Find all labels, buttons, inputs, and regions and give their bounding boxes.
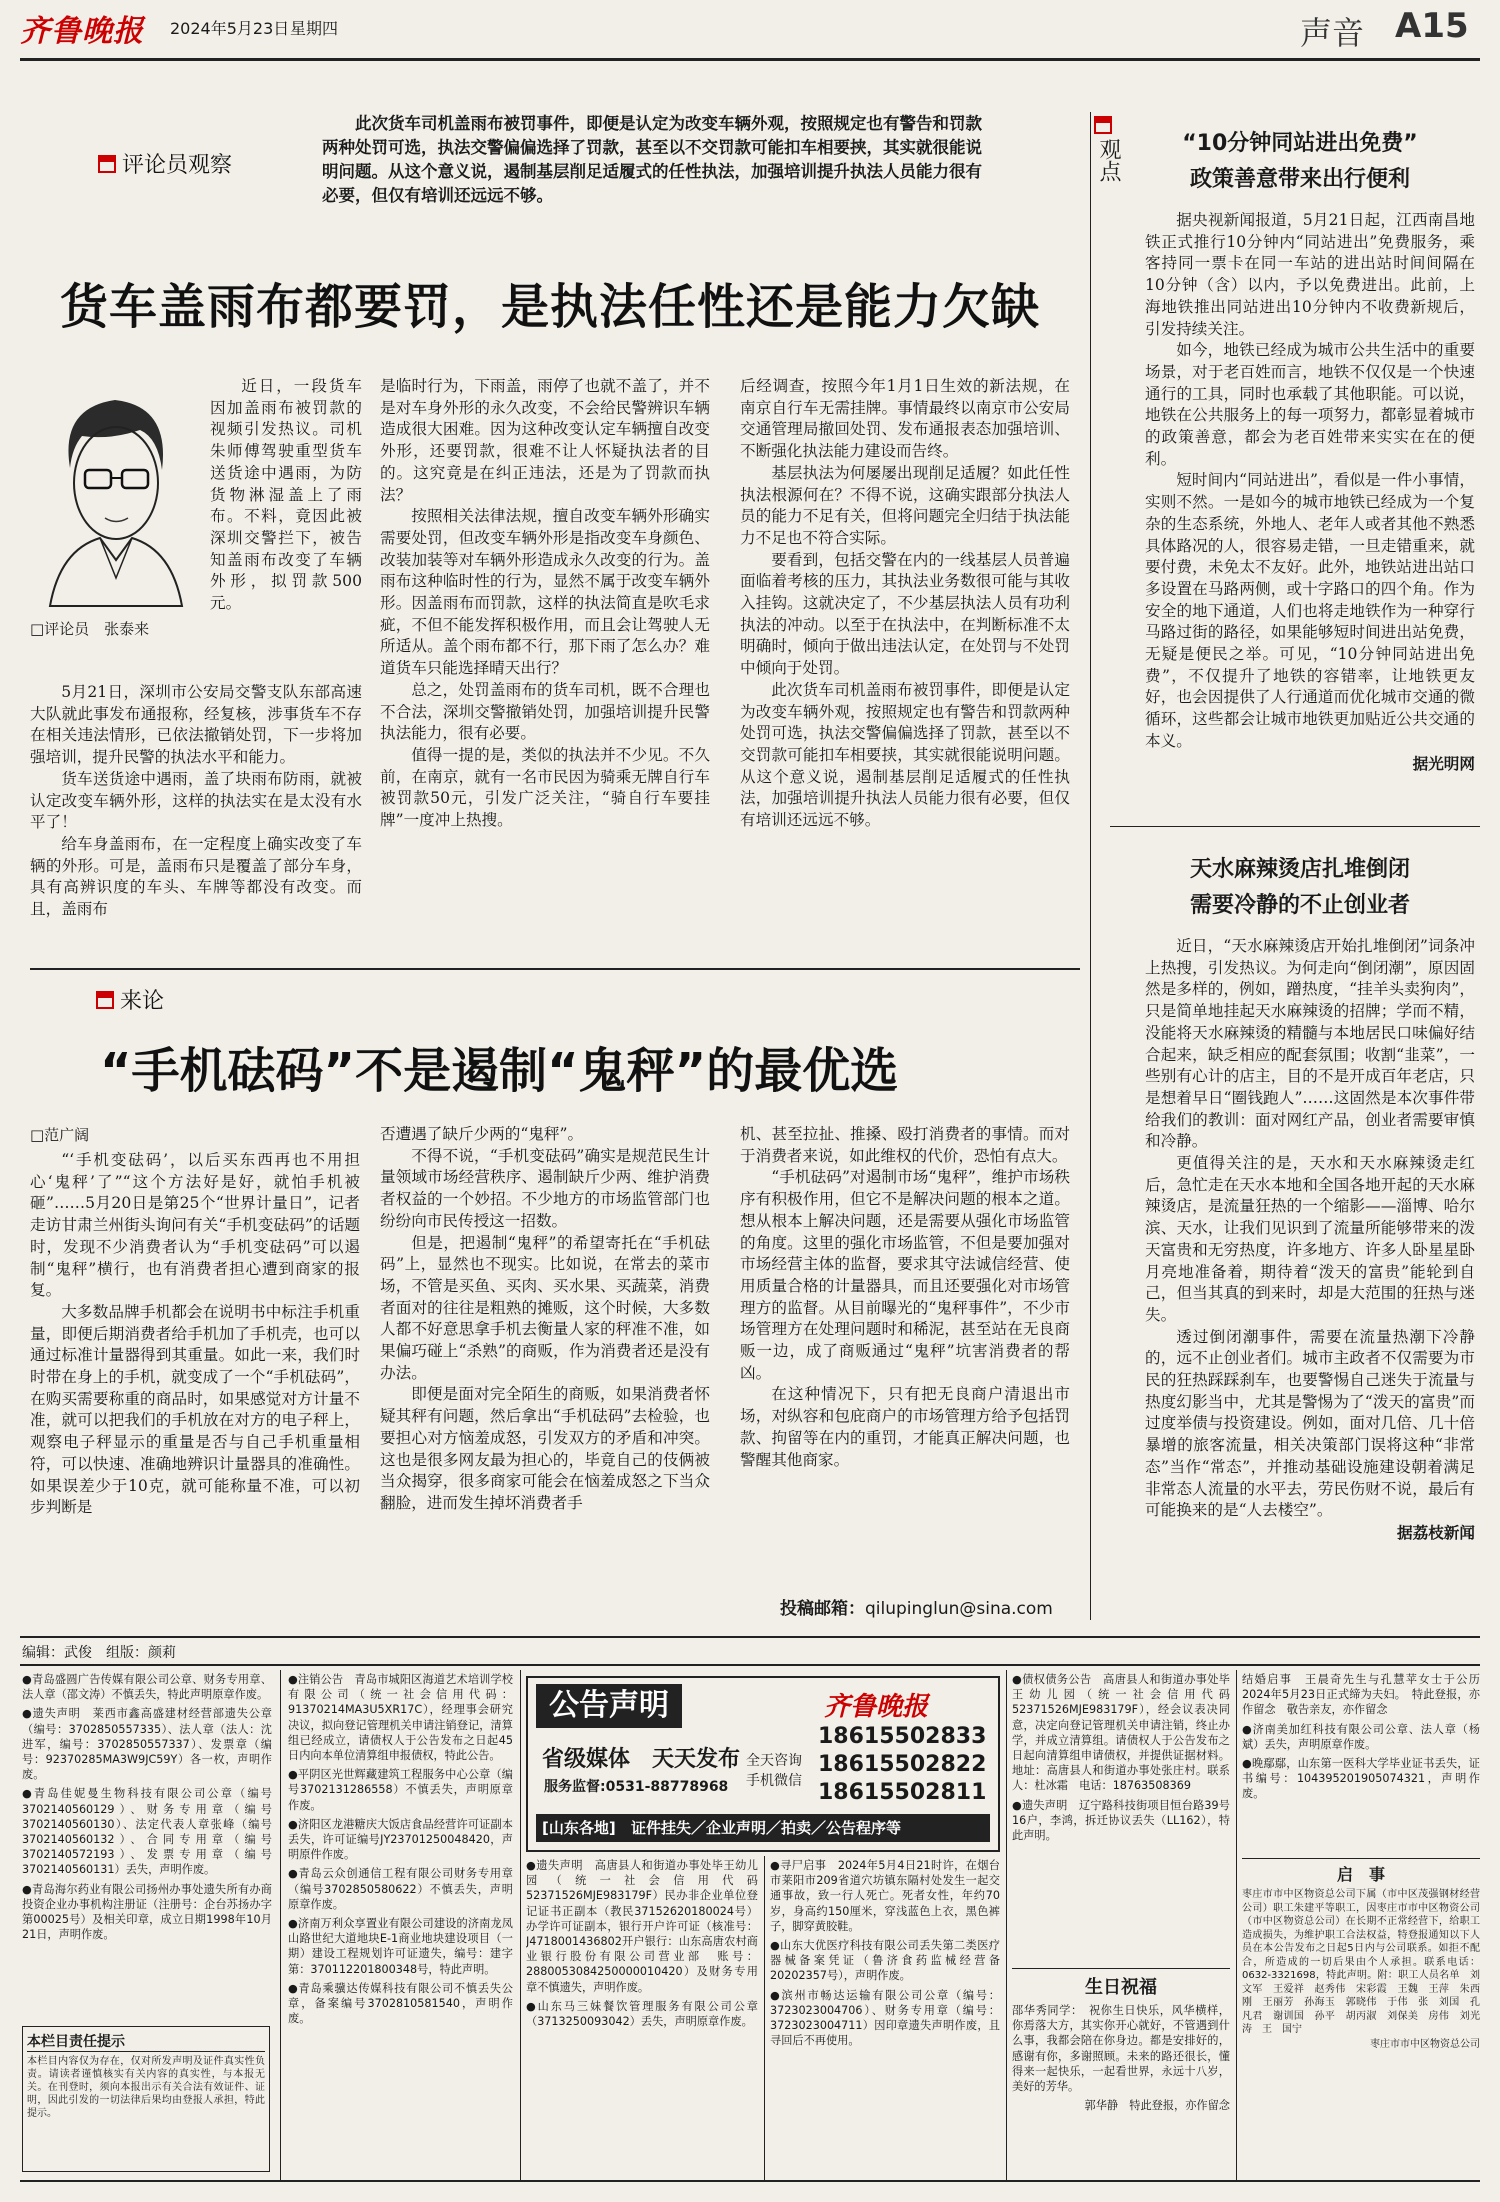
author-portrait <box>30 378 200 608</box>
editors-line: 编辑：武俊 组版：颜莉 <box>22 1645 176 1661</box>
paragraph: 近日，一段货车因加盖雨布被罚款的视频引发热议。司机朱师傅驾驶重型货车送货途中遇雨，为防货物淋湿盖上了雨布。不料，竟因此被深圳交警拦下，被告知盖雨布改变了车辆外形，拟罚款500元。 <box>210 377 362 613</box>
page-number: A15 <box>1395 6 1469 46</box>
masthead <box>0 0 1500 58</box>
paragraph: 据央视新闻报道，5月21日起，江西南昌地铁正式推行10分钟内“同站进出”免费服务，乘客持同一票卡在同一车站的进出站时间间隔在10分钟（含）以内，予以免费进出。此前，上海地铁推出同站进出10分钟内不收费新规后，引发持续关注。 <box>1145 211 1475 338</box>
paragraph: 货车送货途中遇雨，盖了块雨布防雨，就被认定改变车辆外形，这样的执法实在是太没有水平了！ <box>30 769 362 832</box>
column-divider <box>1090 112 1091 1620</box>
sidebar-piece2-body <box>1145 936 1475 1626</box>
newspaper-logo: 齐鲁晚报 <box>20 14 144 49</box>
announcement-logo: 齐鲁晚报 <box>824 1692 929 1722</box>
phone-number[interactable]: 18615502822 <box>818 1752 987 1777</box>
article1-tag <box>98 148 232 179</box>
tag-marker-icon <box>98 155 116 173</box>
paragraph: 透过倒闭潮事件，需要在流量热潮下冷静的，远不止创业者们。城市主政者不仅需要为市民的狂热踩踩刹车，也要警惕自己迷失于流量与热度幻影当中，尤其是警惕为了“泼天的富贵”而过度举债与投资建设。例如，面对几倍、几十倍暴增的旅客流量，相关决策部门误将这种“非常态”当作“常态”，并推动基础设施建设朝着满足非常态人流量的水平去，劳民伤财不说，最后有可能换来的是“人去楼空”。 <box>1145 1327 1475 1520</box>
ad-divider <box>1236 1670 1237 2180</box>
wechat-label: 手机微信 <box>746 1773 802 1789</box>
ad-divider <box>764 1856 765 2180</box>
consult-label: 全天咨询 <box>746 1753 802 1769</box>
source-sign: 据荔枝新闻 <box>1397 1522 1475 1542</box>
tag-marker-icon <box>96 991 114 1009</box>
announcement-title: 公告声明 <box>536 1684 682 1728</box>
ad-item: ●晚鄢鄢，山东第一医科大学毕业证书丢失，证书编号：104395201905074321，声明作废。 <box>1242 1757 1480 1801</box>
issue-date: 2024年5月23日 <box>170 19 290 38</box>
article2-col2 <box>380 1124 710 1515</box>
ad-item: ●遗失声明 辽宁路科技街项目恒台路39号16户，李鸿，拆迁协议丢失（LL162），特此声明。 <box>1012 1798 1230 1843</box>
sidebar-tag <box>1094 116 1122 182</box>
sidebar-piece1-title <box>1125 126 1475 198</box>
paragraph: 要看到，包括交警在内的一线基层人员普遍面临着考核的压力，其执法业务数很可能与其收入挂钩。这就决定了，不少基层执法人员有功利执法的冲动。以至于在执法中，在判断标准不太明确时，倾向于做出违法认定，在处罚与不处罚中倾向于处罚。 <box>740 550 1070 678</box>
paragraph: 是临时行为，下雨盖，雨停了也就不盖了，并不是对车身外形的永久改变，不会给民警辨识车辆造成很大困难。因为这种改变认定车辆擅自改变外形，还要罚款，很难不让人怀疑执法者的目的。这究竟是在纠正违法，还是为了罚款而执法？ <box>380 377 710 504</box>
ad-item: ●遗失声明 莱西市鑫高盛建材经营部遗失公章（编号：3702850557335）、法人章（法人：沈进军，编号：3702850557337）、发票章（编号：92370285MA3W9JC59Y）各一枚，声明作废。 <box>22 1707 272 1782</box>
bottom-rule <box>20 1636 1480 1638</box>
paragraph: 后经调查，按照今年1月1日生效的新法规，在南京自行车无需挂牌。事情最终以南京市公安局交通管理局撤回处罚、发布通报表态加强培训、不断强化执法能力建设而告终。 <box>740 377 1070 461</box>
paragraph: 基层执法为何屡屡出现削足适履？如此任性执法根源何在？不得不说，这确实跟部分执法人员的能力不足有关，但将问题完全归结于执法能力不足也不符合实际。 <box>740 463 1070 547</box>
ad-item: ●遗失声明 高唐县人和街道办事处毕王幼儿园（统一社会信用代码52371526MJE983179F）民办非企业单位登记证书正副本（教民37152620180024号）办学许可证副本，银行开户许可证（核准号：J4718001436802开户银行：山东高唐农村商业银行股份有限公司营业部 账号：2880053084250000010420）及财务专用章不慎遗失，声明作废。 <box>526 1859 758 1994</box>
announcement-slogan: 省级媒体 天天发布 <box>542 1747 741 1772</box>
bar-left-label: [山东各地] <box>542 1819 616 1837</box>
ad-item: ●山东马三妹餐饮管理服务有限公司公章（3713250093042）丢失，声明原章作废。 <box>526 1999 758 2029</box>
article1-col2 <box>380 376 710 832</box>
tag-marker-icon <box>1094 116 1112 134</box>
ad-item: ●债权债务公告 高唐县人和街道办事处毕王幼儿园（统一社会信用代码52371526MJE983179F），经会议表决同意，决定向登记管理机关申请注销，终止办学，并成立清算组。请债权人于公告发布之日起向清算组申请债权，并提供证据材料。地址：高唐县人和街道办事处张庄村。联系人：杜冰霜 电话：18763508369 <box>1012 1673 1230 1793</box>
masthead-rule <box>20 58 1480 61</box>
ad-item: ●寻尸启事 2024年5月4日21时许，在烟台市莱阳市209省道穴坊镇东隔村处发生一起交通事故，致一行人死亡。死者女性，年约70岁，身高约150厘米，穿浅蓝色上衣，黑色裤子，脚穿黄胶鞋。 <box>770 1859 1000 1933</box>
paragraph: 否遭遇了缺斤少两的“鬼秤”。 <box>380 1125 584 1143</box>
ads-col1 <box>22 1672 272 2022</box>
ad-divider <box>1006 1670 1007 2180</box>
ad-item: ●青岛云众创通信工程有限公司财务专用章（编号3702850580622）不慎丢失，声明原章作废。 <box>288 1867 513 1911</box>
email-address[interactable]: qilupinglun@sina.com <box>865 1599 1053 1619</box>
qishi-sign: 枣庄市市中区物资总公司 <box>1370 2038 1480 2050</box>
sidebar-tag-label: 观点 <box>1096 138 1121 182</box>
birthday-text: 邵华秀同学： 祝你生日快乐，风华横样，你焉落大方，其实你开心就好，不管遇到什么事，我都会陪在你身边。都是安排好的，感谢有你，多谢照顾。未来的路还很长，懂得来一起快乐，一起看世界，永远十八岁，美好的芳华。 <box>1012 2004 1230 2094</box>
ad-item: ●青岛海尔药业有限公司扬州办事处遗失所有办商投资企业办事机构注册证（注册号：企台苏扬办字第00025号）及相关印章，成立日期1998年10月21日，声明作废。 <box>22 1882 272 1942</box>
ad-item: ●济南万利众享置业有限公司建设的济南龙凤山路世纪大道地块E-1商业地块建设项目（一期）建设工程规划许可证遗失，编号：建字第：370112201800348号，特此声明。 <box>288 1917 513 1976</box>
phone-number[interactable]: 18615502811 <box>818 1780 987 1805</box>
article2-title: “手机砝码”不是遏制“鬼秤”的最优选 <box>100 1043 899 1099</box>
announcement-supervision: 服务监督:0531-88778968 <box>544 1779 729 1795</box>
sidebar-piece2-title <box>1125 852 1475 924</box>
announcement-box <box>526 1676 1000 1852</box>
ad-item: ●平阴区光世辉藏建筑工程服务中心公章（编号3702131286558）不慎丢失，声明原章作废。 <box>288 1768 513 1812</box>
article2-tag <box>96 984 164 1015</box>
ad-item: ●山东大优医疗科技有限公司丢失第二类医疗器械备案凭证（鲁济食药监械经营备20202357号），声明作废。 <box>770 1939 1000 1983</box>
article1-title: 货车盖雨布都要罚，是执法任性还是能力欠缺 <box>60 279 1041 335</box>
email-label: 投稿邮箱： <box>780 1599 865 1619</box>
paragraph: 按照相关法律法规，擅自改变车辆外形确实需要处罚，但改变车辆外形是指改变车身颜色、改装加装等对车辆外形造成永久改变的行为。盖雨布这种临时性的行为，显然不属于改变车辆外形。因盖雨布而罚款，这样的执法简直是吹毛求疵，不但不能发挥积极作用，而且会让驾驶人无所适从。盖个雨布都不行，那下雨了怎么办？难道货车只能选择晴天出行？ <box>380 507 710 678</box>
qishi-box <box>1242 1858 1480 2179</box>
submission-email <box>780 1594 1053 1619</box>
source-sign: 据光明网 <box>1412 753 1475 773</box>
paragraph: 但是，把遏制“鬼秤”的希望寄托在“手机砝码”上，显然也不现实。比如说，在常去的菜市场，不管是买鱼、买肉、买水果、买蔬菜，消费者面对的往往是粗熟的摊贩，这个时候，大多数人都不好意思拿手机去衡量人家的秤准不准，如果偏巧碰上“杀熟”的商贩，作为消费者还是没有办法。 <box>380 1233 710 1382</box>
ads-notice-box <box>22 2026 270 2172</box>
article1-col1 <box>30 682 362 921</box>
paragraph: 大多数品牌手机都会在说明书中标注手机重量，即便后期消费者给手机加了手机壳，也可以通过标准计量器得到其重量。如此一来，我们时时带在身上的手机，就变成了一个“手机砝码”，在购买需要称重的商品时，如果感觉对方计量不准，就可以把我们的手机放在对方的电子秤上，观察电子秤显示的重量是否与自己手机重量相符，可以快速、准确地辨识计量器具的准确性。如果误差少于10克，就可能称量不准，可以初步判断是 <box>30 1302 360 1517</box>
paragraph: 近日，“天水麻辣烫店开始扎堆倒闭”词条冲上热搜，引发热议。为何走向“倒闭潮”，原因固然是多样的，例如，蹭热度，“挂羊头卖狗肉”，只是简单地挂起天水麻辣烫的招牌；学而不精，没能将天水麻辣烫的精髓与本地居民口味偏好结合起来，缺乏相应的配套氛围；收割“韭菜”，一些别有心计的店主，目的不是开成百年老店，只是想着早日“圈钱跑人”……这固然是本次事件带给我们的教训：面对网红产品，创业者需要审慎和冷静。 <box>1145 937 1475 1151</box>
issue-weekday: 星期四 <box>290 19 339 38</box>
ad-item: ●济阳区龙港糖庆大饭店食品经营许可证副本丢失，许可证编号JY23701250048420，声明原件作废。 <box>288 1817 513 1862</box>
article2-byline: □范广阔 <box>30 1126 90 1144</box>
ad-item: ●济南美加红科技有限公司公章、法人章（杨斌）丢失，声明原章作废。 <box>1242 1722 1480 1751</box>
paragraph: 总之，处罚盖雨布的货车司机，既不合理也不合法，深圳交警撤销处罚，加强培训提升民警执法能力，很有必要。 <box>380 680 710 743</box>
article1-col3 <box>740 376 1070 832</box>
paragraph: 在这种情况下，只有把无良商户清退出市场，对纵容和包庇商户的市场管理方给予包括罚款、拘留等在内的重罚，才能真正解决问题，也警醒其他商家。 <box>740 1385 1070 1469</box>
paragraph: “手机砝码”对遏制市场“鬼秤”，维护市场秩序有积极作用，但它不是解决问题的根本之道。想从根本上解决问题，还是需要从强化市场监管的角度。这里的强化市场监管，不但是要加强对市场经营主体的监督，要求其守法诚信经营、使用质量合格的计量器具，而且还要强化对市场管理方的监督。从目前曝光的“鬼秤事件”，不少市场管理方在处理问题时和稀泥，甚至站在无良商贩一边，成了商贩通过“鬼秤”坑害消费者的帮凶。 <box>740 1168 1070 1382</box>
paragraph: 值得一提的是，类似的执法并不少见。不久前，在南京，就有一名市民因为骑乘无牌自行车被罚款50元，引发广泛关注，“骑自行车要挂牌”一度冲上热搜。 <box>380 745 710 830</box>
ads-col5 <box>1012 1672 1230 1962</box>
paragraph: 机、甚至拉扯、推搡、殴打消费者的事情。而对于消费者来说，如此维权的代价，恐怕有点大。 <box>740 1125 1070 1165</box>
announcement-bar <box>536 1814 990 1842</box>
notice-text: 本栏目内容仅为存在，仅对所发声明及证件真实性负责。请读者谨慎核实有关内容的真实性，与本报无关。在刊登时，须向本报出示有关合法有效证件、证明，因此引发的一切法律后果均由登报人承担，特此提示。 <box>27 2056 265 2119</box>
paragraph: “‘手机变砝码’，以后买东西再也不用担心‘鬼秤’了”“这个方法好是好，就怕手机被砸”……5月20日是第25个“世界计量日”，记者走访甘肃兰州街头询问有关“手机变砝码”的话题时，发现不少消费者认为“手机变砝码”可以遏制“鬼秤”横行，也有消费者担心遭到商家的报复。 <box>30 1151 360 1300</box>
ads-col3 <box>526 1858 758 2178</box>
article1-byline: □评论员 张泰来 <box>30 620 150 638</box>
ad-item: ●青岛乘骥达传媒科技有限公司不慎丢失公章，备案编号3702810581540，声明作废。 <box>288 1981 513 2026</box>
ads-top-rule <box>20 1664 1480 1666</box>
paragraph: 此次货车司机盖雨布被罚事件，即便是认定为改变车辆外观，按照规定也有警告和罚款两种处罚可选，执法交警偏偏选择了罚款，甚至以不交罚款可能扣车相要挟，其实就很能说明问题。从这个意义说，遏制基层削足适履式的任性执法，加强培训提升执法人员能力很有必要，但仅有培训还远远不够。 <box>740 680 1070 830</box>
ads-col4 <box>770 1858 1000 2178</box>
title-line: “10分钟同站进出免费” <box>1182 131 1418 156</box>
ads-col6 <box>1242 1672 1480 1852</box>
title-line: 政策善意带来出行便利 <box>1189 167 1410 192</box>
phone-number[interactable]: 18615502833 <box>818 1724 987 1749</box>
birthday-sign: 郭华静 特此登报，亦作留念 <box>1084 2099 1230 2113</box>
title-line: 天水麻辣烫店扎堆倒闭 <box>1189 857 1410 882</box>
notice-title: 本栏目责任提示 <box>27 2031 265 2052</box>
paragraph: 即便是面对完全陌生的商贩，如果消费者怀疑其秤有问题，然后拿出“手机砝码”去检验，也要担心对方恼羞成怒，引发双方的矛盾和冲突。这也是很多网友最为担心的，毕竟自己的伎俩被当众揭穿，很多商家可能会在恼羞成怒之下当众翻脸，进而发生掉坏消费者手 <box>380 1385 710 1512</box>
qishi-title: 启 事 <box>1336 1865 1385 1884</box>
article2-col1 <box>30 1150 360 1519</box>
paragraph: 不得不说，“手机变砝码”确实是规范民生计量领域市场经营秩序、遏制缺斤少两、维护消费者权益的一个妙招。不少地方的市场监管部门也纷纷向市民传授这一招数。 <box>380 1146 710 1230</box>
paragraph: 短时间内“同站进出”，看似是一件小事情，实则不然。一是如今的城市地铁已经成为一个复杂的生态系统，外地人、老年人或者其他不熟悉具体路况的人，很容易走错，一旦走错重来，就要付费，未免太不友好。此外，地铁站进出站口多设置在马路两侧，或十字路口的四个角。作为安全的地下通道，人们也将走地铁作为一种穿行马路过街的路径，如果能够短时间进出站免费，无疑是便民之举。可见，“10分钟同站进出免费”，不仅提升了地铁的容错率，让地铁更友好，也会因提供了人行通道而优化城市交通的微循环，这些都会让城市地铁更加贴近公共交通的本义。 <box>1145 471 1475 750</box>
birthday-title: 生日祝福 <box>1085 1977 1157 1998</box>
paragraph: 如今，地铁已经成为城市公共生活中的重要场景，对于老百姓而言，地铁不仅仅是一个快速通行的工具，同时也承载了其他职能。可以说，地铁在公共服务上的每一项努力，都彰显着城市的政策善意，都会为老百姓带来实实在在的便利。 <box>1145 341 1475 468</box>
section-name: 声音 <box>1300 14 1365 52</box>
paragraph: 5月21日，深圳市公安局交警支队东部高速大队就此事发布通报称，经复核，涉事货车不存在相关违法情形，已依法撤销处罚，下一步将加强培训，提升民警的执法水平和能力。 <box>30 683 362 767</box>
birthday-box <box>1012 1968 1230 2177</box>
paragraph: 给车身盖雨布，在一定程度上确实改变了车辆的外形。可是，盖雨布只是覆盖了部分车身，具有高辨识度的车头、车牌等都没有改变。而且，盖雨布 <box>30 834 362 919</box>
ad-item: 结婚启事 王晨奇先生与孔慧苹女士于公历2024年5月23日正式缔为夫妇。 特此登报，亦作留念 敬告亲友，亦作留念 <box>1242 1673 1480 1717</box>
article1-col1-top <box>210 376 362 615</box>
lead-text: 此次货车司机盖雨布被罚事件，即便是认定为改变车辆外观，按照规定也有警告和罚款两种处罚可选，执法交警偏偏选择了罚款，甚至以不交罚款可能扣车相要挟，其实就很能说明问题。从这个意义说，遏制基层削足适履式的任性执法，加强培训提升执法人员能力很有必要，但仅有培训还远远不够。 <box>322 114 982 205</box>
article1-lead <box>322 112 982 208</box>
article-divider <box>30 968 1080 970</box>
ads-col2 <box>288 1672 513 2177</box>
sidebar-divider <box>1110 826 1480 827</box>
ad-divider <box>280 1670 281 2180</box>
paragraph: 更值得关注的是，天水和天水麻辣烫走红后，急忙走在天水本地和全国各地开起的天水麻辣烫店，是流量狂热的一个缩影——淄博、哈尔滨、天水，让我们见识到了流量所能够带来的泼天富贵和无穷热度，许多地方、许多人卧星星卧月亮地准备着，期待着“泼天的富贵”能轮到自己，但当其真的到来时，却是大范围的狂热与迷失。 <box>1145 1154 1475 1324</box>
ad-divider <box>520 1670 521 2180</box>
title-line: 需要冷静的不止创业者 <box>1189 893 1410 918</box>
tag-label: 评论员观察 <box>122 153 233 178</box>
sidebar-piece1-body <box>1145 210 1475 774</box>
ad-item: ●青岛佳妮曼生物科技有限公司公章（编号3702140560129）、财务专用章（编号3702140560130）、法定代表人章张峰（编号3702140560132）、合同专用章（编号3702140572193）、发票专用章（编号3702140560131）丢失，声明作废。 <box>22 1787 272 1877</box>
page-bottom-rule <box>20 2180 1480 2182</box>
ad-item: ●注销公告 青岛市城阳区海道艺术培训学校有限公司（统一社会信用代码：91370214MA3U5XR17C），经理事会研究决议，拟向登记管理机关申请注销登记，清算组已经成立，请债权人于公告发布之日起45日内向本单位清算组申报债权，特此公告。 <box>288 1673 513 1763</box>
bar-right-label: 证件挂失／企业声明／拍卖／公告程序等 <box>630 1819 901 1837</box>
ad-item: ●青岛盛圆广告传媒有限公司公章、财务专用章、法人章（邵文涛）不慎丢失，特此声明原章作废。 <box>22 1673 272 1702</box>
article2-col3 <box>740 1124 1070 1471</box>
ad-item: ●滨州市畅达运输有限公司公章（编号：3723023004706）、财务专用章（编号：3723023004711）因印章遗失声明作废，且寻回后不再使用。 <box>770 1988 1000 2048</box>
tag-label: 来论 <box>120 989 165 1014</box>
qishi-text: 枣庄市市中区物资总公司下属（市中区茂强钢材经营公司）职工朱建平等职工，因枣庄市市中区物资公司（市中区物资总公司）在长期不正常经营下，给职工造成损失，为维护职工合法权益，特登报通知以下人员在本公告发布之日起5日内与公司联系。如拒不配合，所造成的一切后果由个人承担。联系电话：0632-3321698，特此声明。附：职工人员名单 刘文军 王爱祥 赵秀伟 宋彩霞 王魏 王萍 朱西刚 王丽芳 孙海玉 郭晓伟 于伟 张 刘国 孔凡君 谢训国 孙平 胡丙淑 刘保美 房伟 刘光涛 王 国宁 <box>1242 1889 1480 2035</box>
